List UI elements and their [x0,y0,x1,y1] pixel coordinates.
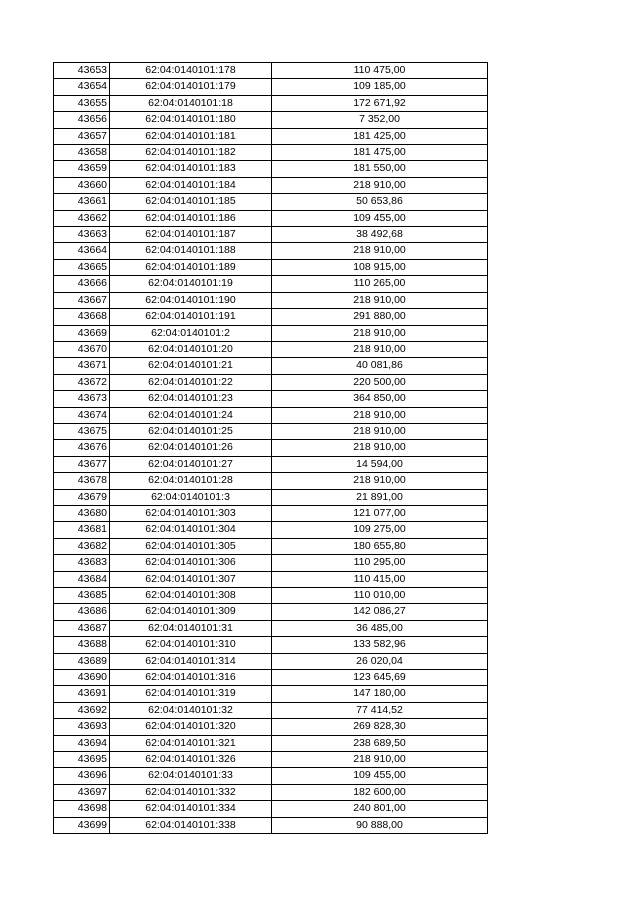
table-row [54,555,488,571]
cadastral-number-cell: 62:04:0140101:338 [110,817,272,833]
cadastral-value-cell: 14 594,00 [272,456,488,472]
row-number-cell: 43665 [54,259,110,275]
row-number-cell: 43654 [54,79,110,95]
cadastral-number-cell: 62:04:0140101:179 [110,79,272,95]
cadastral-value-cell: 121 077,00 [272,505,488,521]
cadastral-value-cell: 110 010,00 [272,588,488,604]
table-body [54,63,488,834]
table-row [54,259,488,275]
row-number-cell: 43677 [54,456,110,472]
row-number-cell: 43694 [54,735,110,751]
cadastral-number-cell: 62:04:0140101:21 [110,358,272,374]
cadastral-number-cell: 62:04:0140101:24 [110,407,272,423]
cadastral-number-cell: 62:04:0140101:33 [110,768,272,784]
row-number-cell: 43659 [54,161,110,177]
table-row [54,292,488,308]
row-number-cell: 43656 [54,112,110,128]
cadastral-number-cell: 62:04:0140101:188 [110,243,272,259]
table-row [54,752,488,768]
cadastral-number-cell: 62:04:0140101:184 [110,177,272,193]
cadastral-number-cell: 62:04:0140101:190 [110,292,272,308]
cadastral-number-cell: 62:04:0140101:2 [110,325,272,341]
table-row [54,358,488,374]
table-row [54,456,488,472]
row-number-cell: 43669 [54,325,110,341]
table-row [54,210,488,226]
cadastral-number-cell: 62:04:0140101:334 [110,801,272,817]
row-number-cell: 43673 [54,391,110,407]
cadastral-number-cell: 62:04:0140101:306 [110,555,272,571]
row-number-cell: 43693 [54,719,110,735]
table-row [54,194,488,210]
table-row [54,145,488,161]
cadastral-value-cell: 110 475,00 [272,63,488,79]
cadastral-number-cell: 62:04:0140101:187 [110,227,272,243]
table-row [54,702,488,718]
cadastral-number-cell: 62:04:0140101:25 [110,423,272,439]
table-row [54,571,488,587]
cadastral-value-cell: 218 910,00 [272,440,488,456]
row-number-cell: 43667 [54,292,110,308]
row-number-cell: 43695 [54,752,110,768]
cadastral-number-cell: 62:04:0140101:321 [110,735,272,751]
row-number-cell: 43686 [54,604,110,620]
cadastral-value-cell: 110 295,00 [272,555,488,571]
cadastral-number-cell: 62:04:0140101:3 [110,489,272,505]
row-number-cell: 43675 [54,423,110,439]
cadastral-number-cell: 62:04:0140101:28 [110,473,272,489]
table-row [54,768,488,784]
cadastral-number-cell: 62:04:0140101:22 [110,374,272,390]
cadastral-number-cell: 62:04:0140101:309 [110,604,272,620]
table-row [54,686,488,702]
cadastral-number-cell: 62:04:0140101:326 [110,752,272,768]
table-row [54,620,488,636]
cadastral-value-cell: 218 910,00 [272,177,488,193]
cadastral-number-cell: 62:04:0140101:310 [110,637,272,653]
table-row [54,719,488,735]
table-row [54,735,488,751]
cadastral-number-cell: 62:04:0140101:303 [110,505,272,521]
table-row [54,243,488,259]
cadastral-value-cell: 21 891,00 [272,489,488,505]
row-number-cell: 43658 [54,145,110,161]
cadastral-value-cell: 218 910,00 [272,292,488,308]
table-row [54,177,488,193]
cadastral-value-cell: 218 910,00 [272,243,488,259]
table-row [54,407,488,423]
cadastral-value-cell: 109 185,00 [272,79,488,95]
table-row [54,79,488,95]
row-number-cell: 43655 [54,95,110,111]
cadastral-value-cell: 123 645,69 [272,670,488,686]
cadastral-number-cell: 62:04:0140101:316 [110,670,272,686]
cadastral-value-cell: 40 081,86 [272,358,488,374]
row-number-cell: 43687 [54,620,110,636]
table-row [54,95,488,111]
row-number-cell: 43663 [54,227,110,243]
cadastral-value-cell: 269 828,30 [272,719,488,735]
table-row [54,588,488,604]
cadastral-number-cell: 62:04:0140101:19 [110,276,272,292]
row-number-cell: 43698 [54,801,110,817]
cadastral-value-cell: 218 910,00 [272,752,488,768]
row-number-cell: 43664 [54,243,110,259]
row-number-cell: 43699 [54,817,110,833]
cadastral-value-cell: 172 671,92 [272,95,488,111]
cadastral-value-cell: 291 880,00 [272,309,488,325]
cadastral-number-cell: 62:04:0140101:314 [110,653,272,669]
row-number-cell: 43691 [54,686,110,702]
row-number-cell: 43696 [54,768,110,784]
table-row [54,309,488,325]
table-row [54,637,488,653]
cadastral-value-cell: 218 910,00 [272,473,488,489]
cadastral-value-cell: 7 352,00 [272,112,488,128]
row-number-cell: 43674 [54,407,110,423]
cadastral-number-cell: 62:04:0140101:304 [110,522,272,538]
cadastral-number-cell: 62:04:0140101:183 [110,161,272,177]
cadastral-number-cell: 62:04:0140101:186 [110,210,272,226]
cadastral-value-cell: 240 801,00 [272,801,488,817]
cadastral-value-cell: 182 600,00 [272,784,488,800]
row-number-cell: 43671 [54,358,110,374]
row-number-cell: 43668 [54,309,110,325]
table-row [54,604,488,620]
cadastral-number-cell: 62:04:0140101:332 [110,784,272,800]
row-number-cell: 43685 [54,588,110,604]
cadastral-number-cell: 62:04:0140101:308 [110,588,272,604]
cadastral-number-cell: 62:04:0140101:31 [110,620,272,636]
cadastral-value-cell: 364 850,00 [272,391,488,407]
cadastral-number-cell: 62:04:0140101:18 [110,95,272,111]
row-number-cell: 43684 [54,571,110,587]
table-row [54,161,488,177]
cadastral-number-cell: 62:04:0140101:191 [110,309,272,325]
table-row [54,489,488,505]
row-number-cell: 43662 [54,210,110,226]
cadastral-value-cell: 181 475,00 [272,145,488,161]
table-row [54,276,488,292]
row-number-cell: 43680 [54,505,110,521]
table-row [54,522,488,538]
table-row [54,391,488,407]
row-number-cell: 43681 [54,522,110,538]
table-row [54,538,488,554]
row-number-cell: 43688 [54,637,110,653]
cadastral-number-cell: 62:04:0140101:307 [110,571,272,587]
row-number-cell: 43670 [54,341,110,357]
table-row [54,653,488,669]
cadastral-value-cell: 109 455,00 [272,768,488,784]
cadastral-value-cell: 181 550,00 [272,161,488,177]
row-number-cell: 43660 [54,177,110,193]
cadastral-value-cell: 26 020,04 [272,653,488,669]
table-row [54,784,488,800]
cadastral-value-cell: 36 485,00 [272,620,488,636]
row-number-cell: 43690 [54,670,110,686]
row-number-cell: 43672 [54,374,110,390]
row-number-cell: 43666 [54,276,110,292]
cadastral-value-cell: 218 910,00 [272,325,488,341]
cadastral-value-table [53,62,488,834]
cadastral-value-cell: 109 275,00 [272,522,488,538]
row-number-cell: 43657 [54,128,110,144]
row-number-cell: 43661 [54,194,110,210]
table-row [54,801,488,817]
cadastral-number-cell: 62:04:0140101:20 [110,341,272,357]
cadastral-value-cell: 77 414,52 [272,702,488,718]
table-row [54,63,488,79]
row-number-cell: 43682 [54,538,110,554]
cadastral-number-cell: 62:04:0140101:180 [110,112,272,128]
table-row [54,341,488,357]
table-row [54,817,488,833]
cadastral-value-cell: 147 180,00 [272,686,488,702]
row-number-cell: 43653 [54,63,110,79]
cadastral-value-cell: 133 582,96 [272,637,488,653]
cadastral-value-cell: 180 655,80 [272,538,488,554]
cadastral-value-cell: 50 653,86 [272,194,488,210]
table-row [54,227,488,243]
cadastral-value-cell: 109 455,00 [272,210,488,226]
cadastral-value-cell: 108 915,00 [272,259,488,275]
cadastral-number-cell: 62:04:0140101:305 [110,538,272,554]
cadastral-value-cell: 218 910,00 [272,423,488,439]
cadastral-value-cell: 110 415,00 [272,571,488,587]
cadastral-number-cell: 62:04:0140101:189 [110,259,272,275]
cadastral-value-cell: 38 492,68 [272,227,488,243]
row-number-cell: 43679 [54,489,110,505]
cadastral-number-cell: 62:04:0140101:320 [110,719,272,735]
cadastral-value-cell: 181 425,00 [272,128,488,144]
cadastral-value-cell: 218 910,00 [272,341,488,357]
table-row [54,440,488,456]
table-row [54,670,488,686]
table-row [54,505,488,521]
cadastral-number-cell: 62:04:0140101:178 [110,63,272,79]
row-number-cell: 43676 [54,440,110,456]
cadastral-value-cell: 142 086,27 [272,604,488,620]
table-row [54,128,488,144]
row-number-cell: 43678 [54,473,110,489]
table-row [54,473,488,489]
table-row [54,374,488,390]
row-number-cell: 43692 [54,702,110,718]
cadastral-value-cell: 218 910,00 [272,407,488,423]
cadastral-value-cell: 90 888,00 [272,817,488,833]
cadastral-number-cell: 62:04:0140101:27 [110,456,272,472]
cadastral-value-cell: 238 689,50 [272,735,488,751]
cadastral-number-cell: 62:04:0140101:185 [110,194,272,210]
table-row [54,423,488,439]
cadastral-number-cell: 62:04:0140101:23 [110,391,272,407]
cadastral-number-cell: 62:04:0140101:181 [110,128,272,144]
cadastral-number-cell: 62:04:0140101:32 [110,702,272,718]
cadastral-value-cell: 220 500,00 [272,374,488,390]
row-number-cell: 43683 [54,555,110,571]
cadastral-number-cell: 62:04:0140101:319 [110,686,272,702]
table-row [54,325,488,341]
row-number-cell: 43697 [54,784,110,800]
cadastral-number-cell: 62:04:0140101:182 [110,145,272,161]
cadastral-number-cell: 62:04:0140101:26 [110,440,272,456]
table-row [54,112,488,128]
cadastral-value-cell: 110 265,00 [272,276,488,292]
row-number-cell: 43689 [54,653,110,669]
